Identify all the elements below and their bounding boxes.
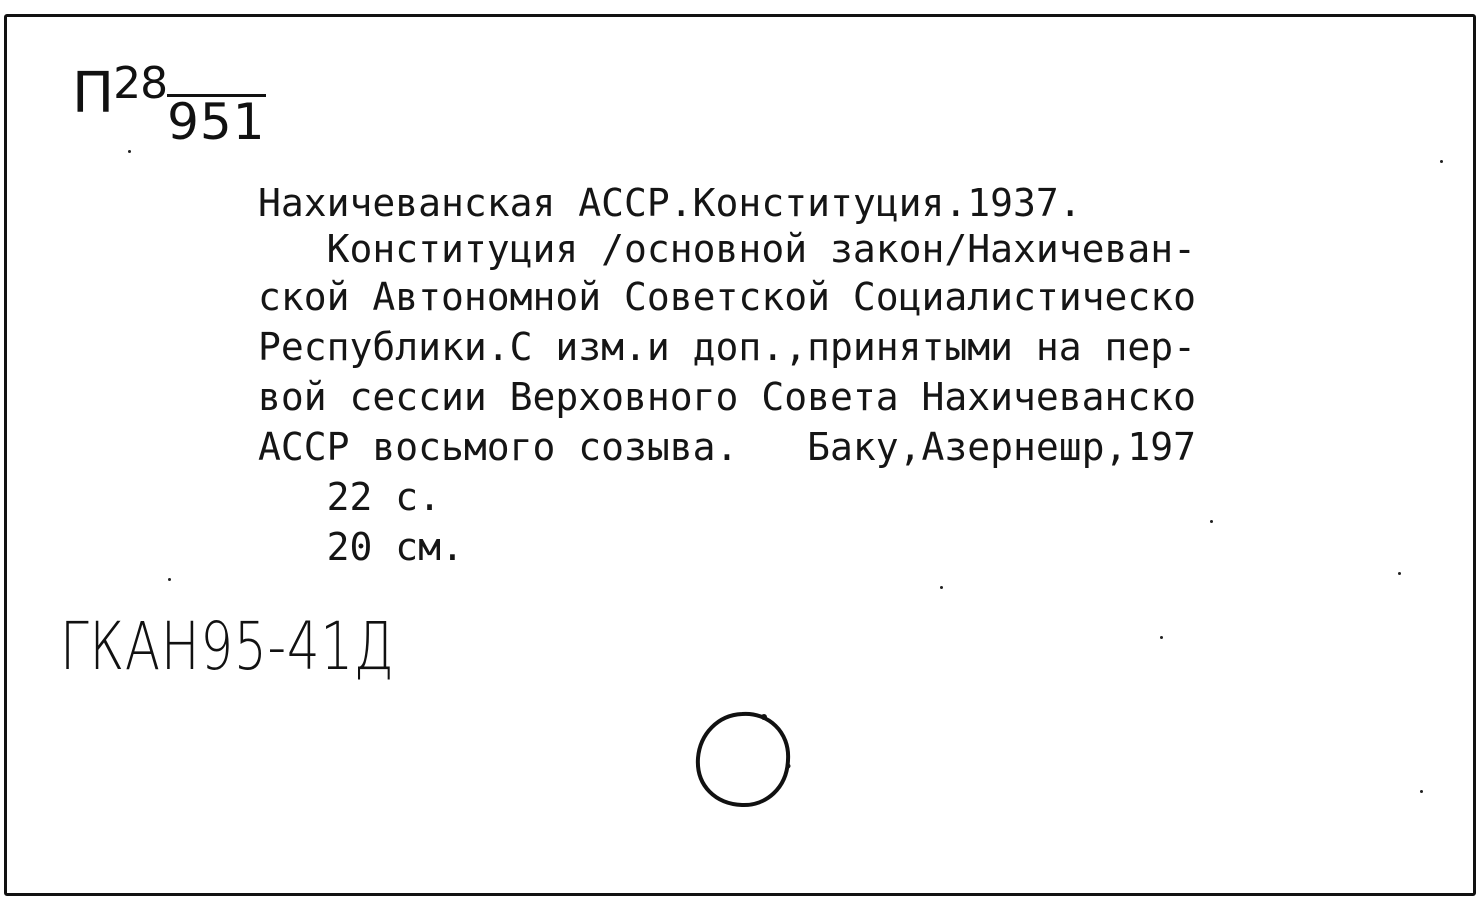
card-line-title-proper: Конституция /основной закон/Нахичеван- [258,227,1196,271]
shelf-mark-prefix: П [72,61,114,126]
paper-speck [1440,160,1443,163]
paper-speck [1210,520,1213,523]
shelf-mark [72,58,266,151]
card-line-body: вой сессии Верховного Совета Нахичеванско [258,375,1196,419]
card-line-pagination: 22 с. [258,475,442,519]
card-line-imprint: АССР восьмого созыва. Баку,Азернешр,197 [258,425,1196,469]
card-line-size: 20 см. [258,525,464,569]
circle-stamp-icon [690,708,800,812]
card-line-body: Республики.С изм.и доп.,принятыми на пер- [258,325,1196,369]
shelf-mark-superscript: 28 [113,58,168,109]
paper-speck [1398,572,1401,575]
paper-speck [1160,636,1163,639]
paper-speck [128,150,131,153]
inventory-number: ГКАН95-41Д [60,608,395,685]
shelf-mark-number: 951 [167,93,266,151]
card-line-title: Нахичеванская АССР.Конституция.1937. [258,181,1082,225]
paper-speck [940,586,943,589]
card-line-body: ской Автономной Советской Социалистическо [258,275,1196,319]
paper-speck [168,578,171,581]
paper-speck [1420,790,1423,793]
